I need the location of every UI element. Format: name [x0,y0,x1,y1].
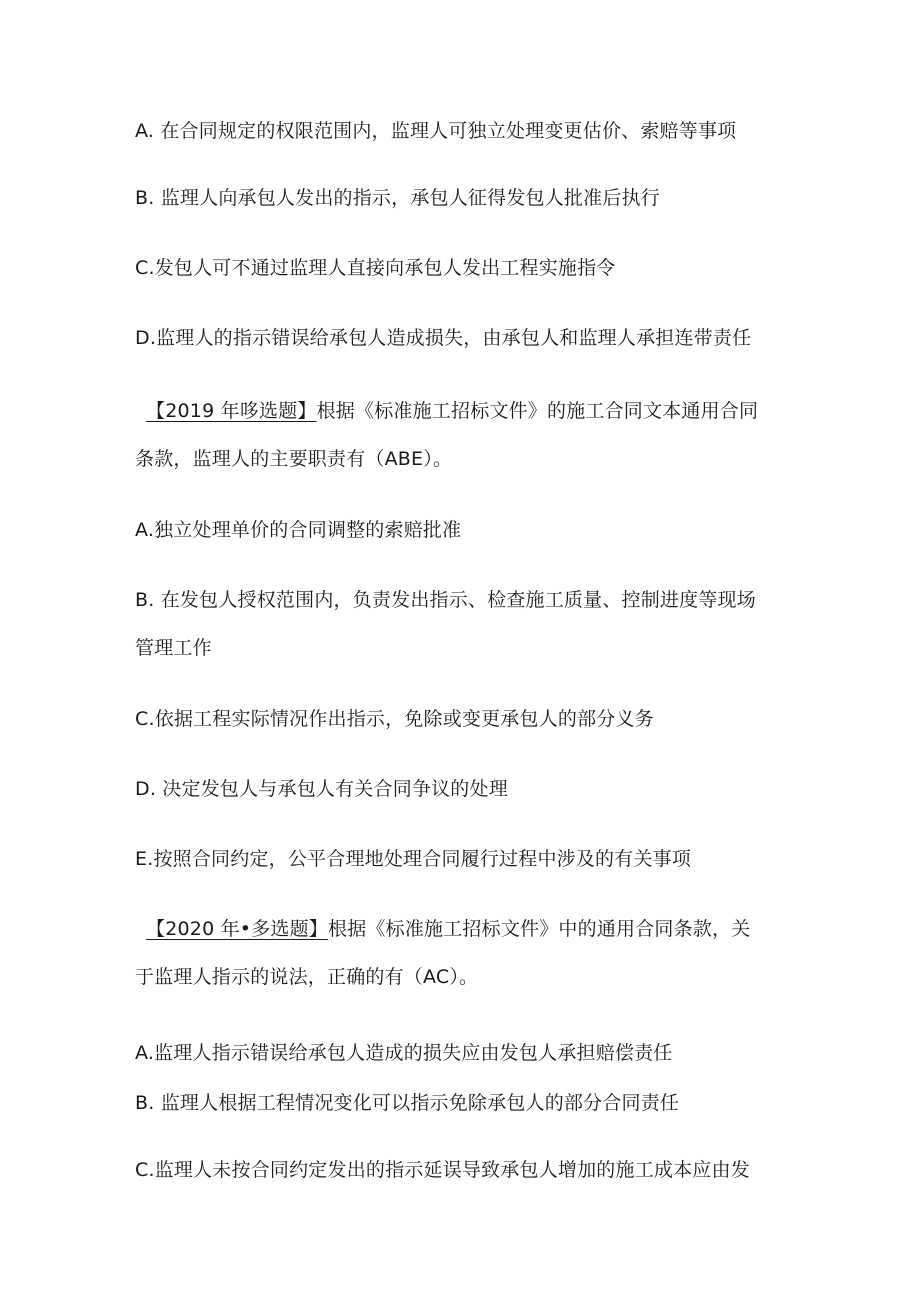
q1-option-b: B. 监理人向承包人发出的指示，承包人征得发包人批准后执行 [135,187,660,209]
q2-option-e: E.按照合同约定，公平合理地处理合同履行过程中涉及的有关事项 [135,848,692,870]
q3-question-tag: 【2020 年•多选题】 [146,918,329,940]
q2-option-c: C.依据工程实际情况作出指示，免除或变更承包人的部分义务 [135,708,654,730]
q3-option-a: A.监理人指示错误给承包人造成的损失应由发包人承担赔偿责任 [135,1042,673,1064]
q1-option-d: D.监理人的指示错误给承包人造成损失，由承包人和监理人承担连带责任 [135,327,752,349]
q2-option-d: D. 决定发包人与承包人有关合同争议的处理 [135,778,508,800]
q2-stem-line1 [146,398,758,424]
q2-stem-line2: 条款，监理人的主要职责有（ABE）。 [135,448,453,470]
q1-option-c: C.发包人可不通过监理人直接向承包人发出工程实施指令 [135,257,616,279]
q3-option-b: B. 监理人根据工程情况变化可以指示免除承包人的部分合同责任 [135,1092,680,1114]
q2-question-tag: 【2019 年哆选题】 [146,400,317,422]
q1-option-a: A. 在合同规定的权限范围内，监理人可独立处理变更估价、索赔等事项 [135,120,737,142]
q2-option-b-line1: B. 在发包人授权范围内，负责发出指示、检查施工质量、控制进度等现场 [135,589,756,611]
q2-option-a: A.独立处理单价的合同调整的索赔批准 [135,519,462,541]
q3-stem-line1 [146,916,750,942]
q2-stem-text: 根据《标准施工招标文件》的施工合同文本通用合同 [316,400,759,422]
q3-stem-line2: 于监理人指示的说法，正确的有（AC）。 [135,966,479,988]
q2-option-b-line2: 管理工作 [135,637,212,659]
q3-stem-text: 根据《标准施工招标文件》中的通用合同条款，关 [328,918,751,940]
q3-option-c: C.监理人未按合同约定发出的指示延误导致承包人增加的施工成本应由发 [135,1159,750,1181]
